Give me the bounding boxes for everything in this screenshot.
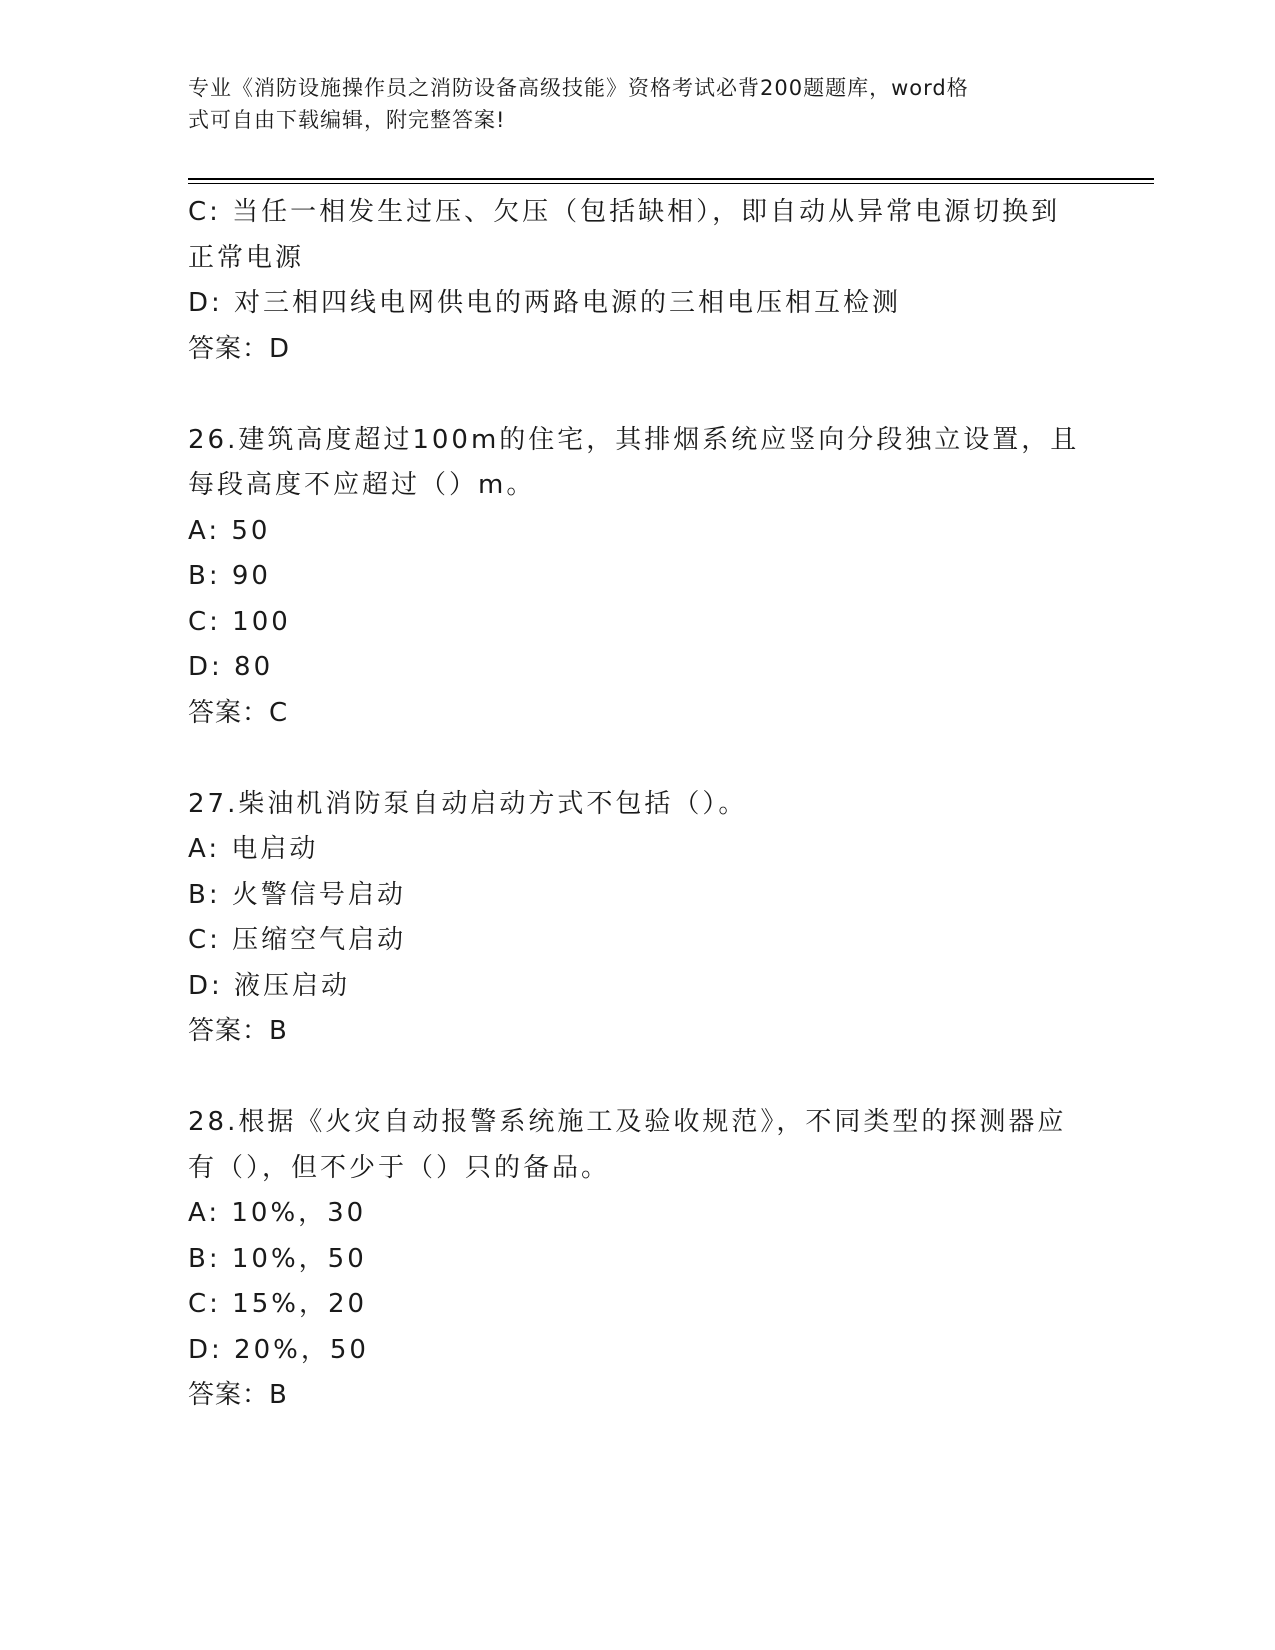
answer: 答案：B	[188, 1016, 288, 1046]
option-c-line-2: 正常电源	[188, 242, 305, 273]
option-d: D: 20%，50	[188, 1334, 369, 1365]
option-d: D: 80	[188, 652, 274, 682]
spacer	[188, 1055, 1088, 1101]
header-divider-bottom	[188, 183, 1154, 184]
option-c: C: 100	[188, 606, 291, 637]
option-d: D: 对三相四线电网供电的两路电源的三相电压相互检测	[188, 288, 902, 318]
option-a: A: 电启动	[188, 834, 319, 864]
question-28-block	[188, 1100, 1088, 1419]
question-stem-line-2: 每段高度不应超过（）m。	[188, 470, 536, 500]
answer: 答案：D	[188, 333, 291, 364]
header-line-2: 式可自由下载编辑，附完整答案!	[188, 108, 506, 132]
question-stem-line-1: 26.建筑高度超过100m的住宅，其排烟系统应竖向分段独立设置，且	[188, 424, 1080, 455]
question-stem-line-1: 28.根据《火灾自动报警系统施工及验收规范》，不同类型的探测器应	[188, 1107, 1067, 1137]
option-a: A: 10%，30	[188, 1198, 367, 1228]
option-d: D: 液压启动	[188, 970, 351, 1001]
option-b: B: 90	[188, 561, 271, 591]
question-stem-line-1: 27.柴油机消防泵自动启动方式不包括（）。	[188, 788, 748, 819]
option-c: C: 压缩空气启动	[188, 925, 407, 955]
option-b: B: 火警信号启动	[188, 879, 406, 910]
header-line-1: 专业《消防设施操作员之消防设备高级技能》资格考试必背200题题库，word格	[188, 76, 969, 100]
option-c-line-1: C: 当任一相发生过压、欠压（包括缺相），即自动从异常电源切换到	[188, 197, 1061, 227]
question-stem-line-2: 有（），但不少于（）只的备品。	[188, 1152, 611, 1183]
prev-question-block	[188, 190, 1088, 372]
option-a: A: 50	[188, 515, 271, 546]
option-b: B: 10%，50	[188, 1243, 367, 1274]
header-divider-top	[188, 178, 1154, 180]
spacer	[188, 372, 1088, 418]
question-27-block	[188, 782, 1088, 1055]
answer: 答案：C	[188, 697, 289, 728]
question-26-block	[188, 418, 1088, 737]
spacer	[188, 736, 1088, 782]
document-header	[188, 72, 1088, 136]
question-content	[188, 190, 1088, 1419]
answer: 答案：B	[188, 1380, 288, 1410]
option-c: C: 15%，20	[188, 1289, 368, 1319]
